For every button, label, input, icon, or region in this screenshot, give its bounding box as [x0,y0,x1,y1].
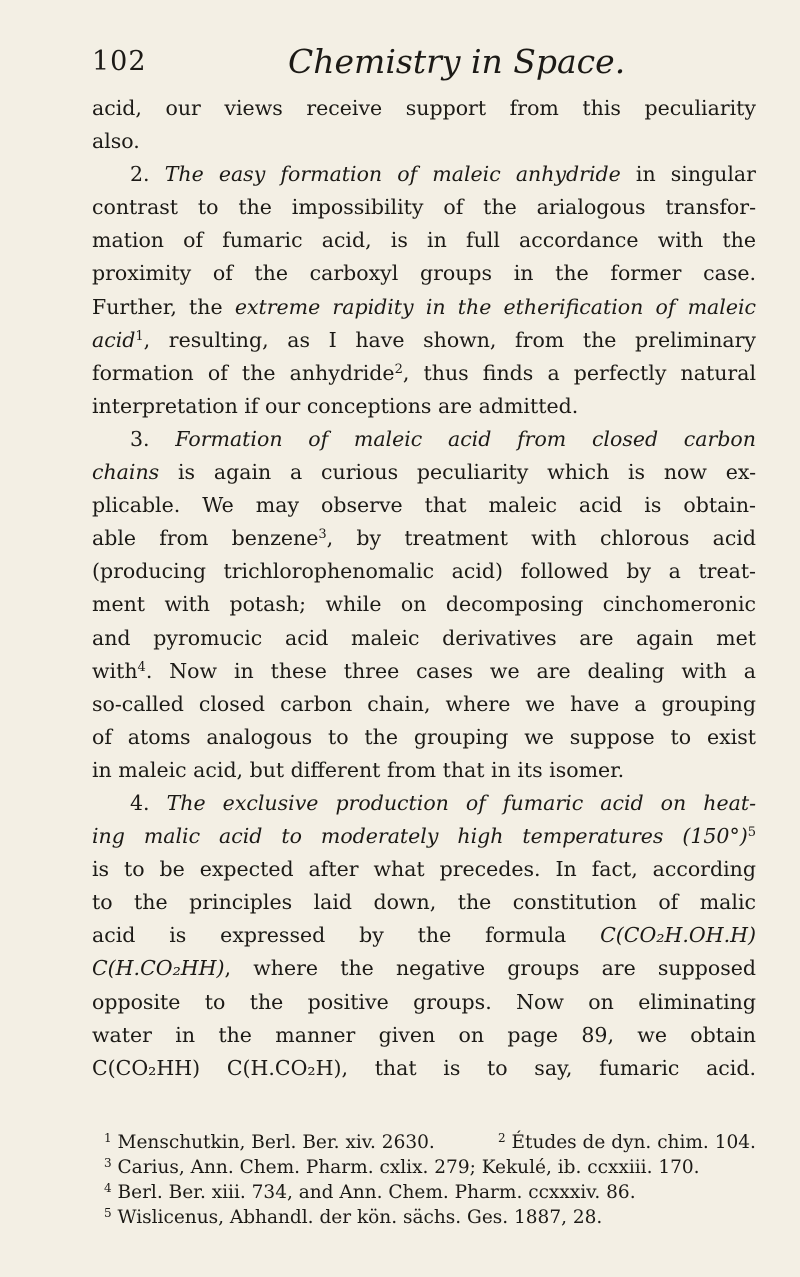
page-header [92,42,752,88]
text-line: plicable. We may observe that maleic acid is obtain- [92,493,756,518]
footnote-1: $^1$ Menschutkin, Berl. Ber. xiv. 2630. [104,1131,435,1153]
text-line: acid is expressed by the formula C(CO₂H.OH.H) [92,923,756,948]
page-number: 102 [92,46,147,77]
footnote-4: $^4$ Berl. Ber. xiii. 734, and Ann. Chem. Pharm. ccxxxiv. 86. [104,1181,636,1203]
text-line: able from benzene$^3$, by treatment with chlorous acid [92,526,756,551]
footnote-ref: 5 [747,825,756,841]
text-line: to the principles laid down, the constitution of malic [92,890,756,915]
text-line: and pyromucic acid maleic derivatives are again met [92,625,756,650]
formula: C(H.CO₂HH) [92,956,225,981]
paragraph-2-start: 2. The easy formation of maleic anhydride in singular [130,162,756,187]
text-line: C(H.CO₂HH), where the negative groups are supposed [92,956,756,981]
footnotes [104,1130,756,1230]
text-line: also. [92,129,140,154]
footnote-ref: 1 [135,328,144,344]
text-line: formation of the anhydride$^2$, thus finds a perfectly natural [92,360,757,385]
text-line: proximity of the carboxyl groups in the former case. [92,261,756,286]
text-line: chains is again a curious peculiarity which is now ex- [92,460,756,485]
body-text [92,92,756,1085]
paragraph-heading: Formation of maleic acid from closed carbon [175,426,756,451]
text-line: water in the manner given on page 89, we obtain [92,1022,756,1047]
footnote-ref: 4 [137,659,146,675]
text-line: of atoms analogous to the grouping we suppose to exist [92,724,756,749]
text-line: (producing trichlorophenomalic acid) followed by a treat- [92,559,756,584]
paragraph-heading: The exclusive production of fumaric acid on heat- [166,790,756,815]
text-line: Further, the extreme rapidity in the etherification of maleic [92,294,756,319]
text-line: ing malic acid to moderately high temperatures $(150^\circ)^5$ [92,824,756,849]
text-line: is to be expected after what precedes. In fact, according [92,857,756,882]
text-line: mation of fumaric acid, is in full accordance with the [92,228,756,253]
text-line: contrast to the impossibility of the arialogous transfor- [92,195,756,220]
text-line: interpretation if our conceptions are admitted. [92,393,579,418]
text-line: with$^4$. Now in these three cases we are dealing with a [92,658,756,683]
paragraph-3-start: 3. Formation of maleic acid from closed carbon [130,426,756,451]
text-line: C(CO₂HH) C(H.CO₂H), that is to say, fumaric acid. [92,1055,756,1080]
footnote-3: $^3$ Carius, Ann. Chem. Pharm. cxlix. 279; Kekulé, ib. ccxxiii. 170. [104,1156,700,1178]
text-line: so-called closed carbon chain, where we have a grouping [92,691,756,716]
formula: C(CO₂H.OH.H) [600,923,756,948]
paragraph-4-start: 4. The exclusive production of fumaric acid on heat- [130,790,756,815]
running-title: Chemistry in Space. [288,42,626,81]
paragraph-heading: The easy formation of maleic anhydride [164,162,621,187]
text-line: acid$^1$, resulting, as I have shown, from the preliminary [92,327,756,352]
footnote-ref: 3 [318,527,327,543]
text-line: in maleic acid, but different from that in its isomer. [92,757,625,782]
text-line: ment with potash; while on decomposing cinchomeronic [92,592,756,617]
footnote-ref: 2 [394,361,403,377]
text-line: opposite to the positive groups. Now on eliminating [92,989,756,1014]
text-line: acid, our views receive support from this peculiarity [92,96,756,120]
footnote-5: $^5$ Wislicenus, Abhandl. der kön. sächs. Ges. 1887, 28. [104,1206,603,1228]
footnote-2: $^2$ Études de dyn. chim. 104. [498,1131,756,1153]
